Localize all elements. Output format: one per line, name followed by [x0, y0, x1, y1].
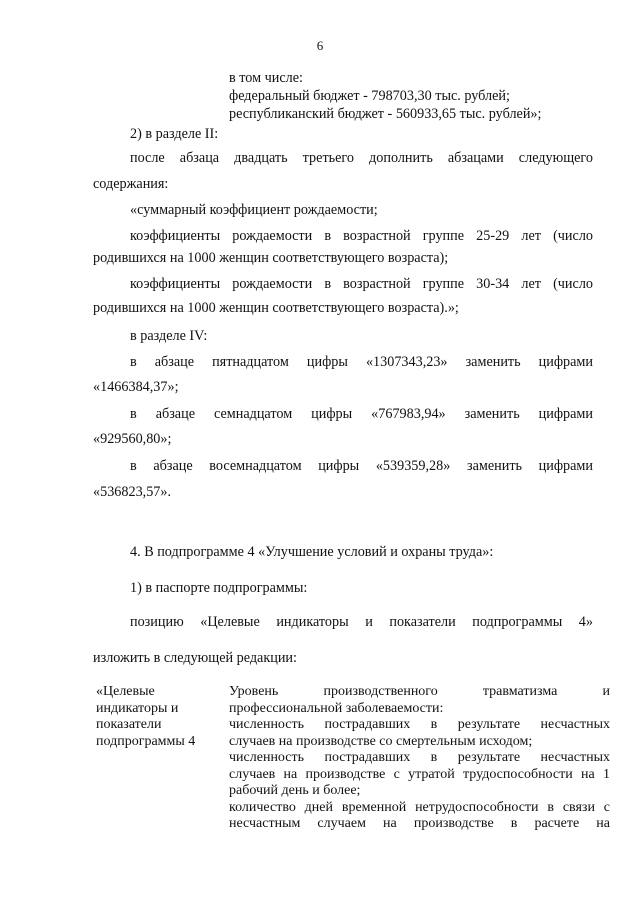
page-number: 6 — [316, 38, 324, 53]
text-line: в абзаце пятнадцатом цифры «1307343,23» заменить цифрами — [130, 354, 593, 370]
table-label-line: «Целевые — [96, 684, 155, 699]
table-value-line: количество дней временной нетрудоспособности в связи с — [229, 799, 610, 815]
table-label-line: индикаторы и — [96, 700, 179, 716]
text-line: 4. В подпрограмме 4 «Улучшение условий и охраны труда»: — [130, 544, 494, 560]
text-line: изложить в следующей редакции: — [93, 650, 297, 666]
text-line: в абзаце восемнадцатом цифры «539359,28» заменить цифрами — [130, 458, 593, 474]
text-line: 1) в паспорте подпрограммы: — [130, 580, 308, 596]
text-line: коэффициенты рождаемости в возрастной группе 25-29 лет (число — [130, 228, 593, 244]
text-line: «суммарный коэффициент рождаемости; — [130, 202, 378, 218]
text-line: в абзаце семнадцатом цифры «767983,94» заменить цифрами — [130, 406, 593, 422]
table-value-line: рабочий день и более; — [229, 783, 361, 798]
text-line: позицию «Целевые индикаторы и показатели подпрограммы 4» — [130, 614, 593, 630]
table-value-line: несчастным случаем на производстве в расчете на — [229, 816, 610, 831]
text-line: в том числе: — [229, 70, 303, 86]
text-line: 2) в разделе II: — [130, 126, 219, 142]
table-value-line: численность пострадавших в результате несчастных — [229, 717, 610, 732]
text-line: «536823,57». — [93, 484, 172, 500]
table-value-line: численность пострадавших в результате несчастных — [229, 750, 610, 765]
table-label-line: показатели — [96, 717, 162, 732]
table-value-line: Уровень производственного травматизма и — [229, 684, 610, 699]
table-value-cell — [229, 684, 610, 833]
text-line: «1466384,37»; — [93, 379, 179, 395]
text-line: содержания: — [93, 176, 169, 192]
table-value-line: профессиональной заболеваемости: — [229, 700, 444, 716]
text-line: в разделе IV: — [130, 328, 208, 344]
text-line: после абзаца двадцать третьего дополнить абзацами следующего — [130, 150, 593, 166]
text-line: родившихся на 1000 женщин соответствующего возраста).»; — [93, 300, 459, 316]
text-line: федеральный бюджет - 798703,30 тыс. рублей; — [229, 88, 510, 104]
text-line: «929560,80»; — [93, 431, 172, 447]
text-line: коэффициенты рождаемости в возрастной группе 30-34 лет (число — [130, 276, 593, 292]
table-label-cell — [96, 684, 218, 750]
text-line: родившихся на 1000 женщин соответствующего возраста); — [93, 250, 449, 266]
table-value-line: случаев на производстве с утратой трудоспособности на 1 — [229, 766, 610, 782]
table-value-line: случаев на производстве со смертельным исходом; — [229, 733, 533, 749]
table-label-line: подпрограммы 4 — [96, 733, 196, 749]
text-line: республиканский бюджет - 560933,65 тыс. рублей»; — [229, 106, 542, 122]
